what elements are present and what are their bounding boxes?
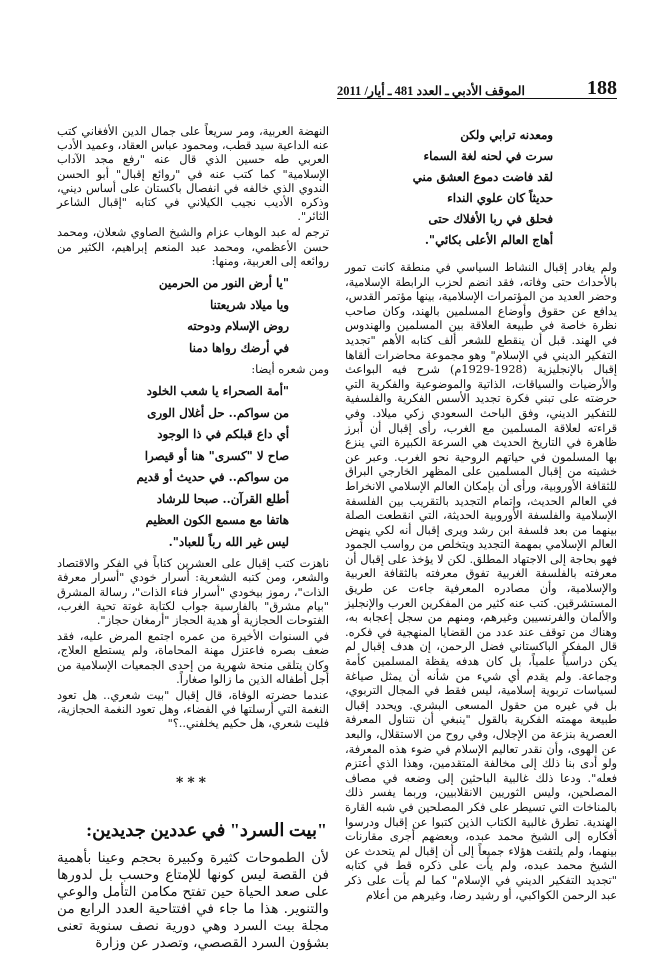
section-paragraph: لأن الطموحات كثيرة وكبيرة بحجم وعينا بأهمية فن القصة ليس كونها للإمتاع وحسب بل لدورها على صعد الحياة حين تفتح مكامن التأمل والوعي والتنوير. هذا ما جاء في افتتاحية العدد الرابع من مجلة بيت السرد وهي دورية نصف سنوية تعنى بشؤون السرد القصصي، وتصدر عن وزارة — [57, 849, 329, 951]
poem-line: أطلع القرآن.. صبحا للرشاد — [156, 491, 289, 506]
header-rule — [337, 98, 617, 99]
poem-line: حديثاً كان علوي النداء — [447, 191, 553, 205]
translators-paragraph: ترجم له عبد الوهاب عزام والشيخ الصاوي شعلان، ومحمد حسن الأعظمي، ومحمد عبد المنعم إبراهيم، الكثير من روائعه إلى العربية، ومنها: — [57, 226, 329, 268]
poem-line: أي داع قبلكم في ذا الوجود — [157, 427, 289, 442]
death-paragraph: عندما حضرته الوفاة، قال إقبال "بيت شعري.. هل تعود النغمة التي أرسلتها في الفضاء، وهل تعود النغمة الحجازية، فليت شعري، هل حكيم يخلفني..؟" — [57, 689, 329, 731]
poem-line: لقد فاضت دموع العشق مني — [412, 170, 553, 184]
poem-line: فحلق في ربا الأفلاك حتى — [428, 212, 553, 226]
poem-line: ومعدنه ترابي ولكن — [460, 128, 553, 142]
left-poem-b — [57, 381, 329, 553]
right-poem — [345, 125, 617, 251]
poem-line: سرت في لحنه لغة السماء — [423, 149, 553, 163]
section-title: "بيت السرد" في عددين جديدين: — [86, 819, 327, 840]
poem-line: "يا أرض النور من الحرمين — [158, 276, 289, 291]
works-paragraph: ناهزت كتب إقبال على العشرين كتاباً في الفكر والاقتصاد والشعر، ومن كتبه الشعرية: أسرار خودي "أسرار معرفة الذات"، رموز بيخودي "أسرار فناء الذات"، رسالة المشرق "بيام مشرق" بالفارسية جواب لكتابة غوتة تحية الغرب، الفتوحات الحجازية أو هدية الحجاز "أرمغان حجاز". — [57, 557, 329, 628]
left-poem-a — [57, 273, 329, 359]
body-paragraph: ولم يغادر إقبال النشاط السياسي في منطقة كانت تمور بالأحداث حتى وفاته، فقد انضم لحزب الرابطة الإسلامية، وحضر العديد من المؤتمرات الإسلامية، بينها مؤتمر القدس، يدافع عن حقوق وأوضاع المسلمين بالهند، وكان صاحب نظرة خاصة في طبيعة العلاقة بين المسلمين والهندوس في الهند. قبل أن ينقطع للشعر ألف كتابه الأهم "تجديد التفكير الديني في الإسلام" وهو مجموعة محاضرات ألقاها إقبال بالإنجليزية (1928-1929م) شرح فيه البواعث والأرضيات والسياقات، الذاتية والموضوعية والفكرية التي حرضته على تبني فكرة تجديد الأسس الفكرية والفلسفية للتفكير الديني، وفق الباحث السعودي زكي ميلاد. وفي قراءته لعلاقة المسلمين مع الغرب، رأى إقبال أن أبرز ظاهرة في التاريخ الحديث هي السرعة الكبيرة التي ينزع بها المسلمون في حياتهم الروحية نحو الغرب. وعبر عن خشيته من إقبال المسلمين على المظهر الخارجي البراق للثقافة الأوروبية، ورأى أن بإمكان العالم الإسلامي الانخراط في العالم الحديث، وإتمام التجديد بالتقريب بين الفلسفة الإسلامية والفلسفة الأوروبية الحديثة، التي انقطعت الصلة بينهما من بعد فلسفة ابن رشد ويرى إقبال أنه لكي ينهض العالم الإسلامي بمهمة التجديد ويتخلص من رواسب الجمود فهو بحاجة إلى الاجتهاد المطلق. لكن لا يؤخذ على إقبال أن معرفته بالفلسفة الغربية تفوق معرفته بالثقافة العربية والإسلامية، وأن مصادره المعرفية جاءت عن طريق المستشرقين. كتب عنه كثير من المفكرين العرب والإنجليز والألمان والفرنسيين وغيرهم، ومنهم من سجل إعجابه به، وهناك من توقف عند عدد من القضايا المنهجية في فكره. قال المفكر الباكستاني فضل الرحمن، إن هدف إقبال لم يكن دراسياً علمياً، بل كان هدفه يقظة المسلمين كأمة وجماعة. ولم يقدم أي شيء من شأنه أن يمثل صياغة لسياسات تربوية إسلامية، ليس فقط في المجال التربوي، بل في غيره من حقول المسعى البشري. ويحدد إقبال طبيعة مهمته الفكرية بالقول "ينبغي أن نتناول المعرفة العصرية بنزعة من الإجلال، وفي روح من الاستقلال، والبعد عن الهوى، وأن نقدر تعاليم الإسلام في ضوء هذه المعرفة، ولو أدى بنا ذلك إلى مخالفة المتقدمين، وهذا الذي أعتزم فعله". ودعا ذلك غالبية الباحثين إلى وضعه في مصاف المصلحين، وليس الثوريين الانقلابيين، وربما يفسر ذلك بالمناخات التي تسيطر على فكر المصلحين في شبه القارة الهندية. تطرق غالبية الكتاب الذين كتبوا عن إقبال ودرسوا أفكاره إلى الشيخ محمد عبده، وبعضهم أجرى مقارنات بينهما، ولم يلتفت هؤلاء جميعاً إلى أن إقبال لم يتحدث عن الشيخ محمد عبده، ولم يأت على ذكره قط في كتابه "تجديد التفكير الديني في الإسلام" كما لم يأت على ذكر عبد الرحمن الكواكبي، أو رشيد رضا، وغيرهم من أعلام — [345, 261, 617, 902]
also-label: ومن شعره أيضا: — [251, 363, 329, 377]
running-title: الموقف الأدبي ـ العدد 481 ـ أيار/ 2011 — [337, 84, 525, 98]
poem-line: من سواكم.. في حديث أو قديم — [136, 470, 289, 485]
section-separator: *** — [176, 774, 210, 791]
poem-line: "أمة الصحراء يا شعب الخلود — [146, 384, 289, 399]
poem-line: ليس غير الله رباً للعباد". — [168, 534, 289, 549]
poem-line: هاتفا مع مسمع الكون العظيم — [145, 513, 289, 528]
poem-line: روض الإسلام ودوحته — [187, 319, 289, 334]
right-column — [345, 125, 617, 905]
poem-line: أهاج العالم الأعلى بكائي". — [424, 233, 553, 247]
illness-paragraph: في السنوات الأخيرة من عمره اجتمع المرض عليه، فقد ضعف بصره فاعتزل مهنة المحاماة، ولم يستطع العلاج، وكان يتلقى منحة شهرية من إحدى الجمعيات الإسلامية من أجل أطفاله الذين ما زالوا صغاراً. — [57, 630, 329, 686]
page-header — [337, 68, 617, 98]
page-number: 188 — [587, 77, 617, 99]
poem-line: في أرضك رواها دمنا — [189, 340, 289, 355]
poem-line: من سواكم.. حل أغلال الورى — [147, 405, 289, 420]
left-column — [57, 125, 329, 954]
intro-paragraph: النهضة العربية، ومر سريعاً على جمال الدين الأفغاني كتب عنه الداعية سيد قطب، ومحمود عباس العقاد، وعميد الأدب العربي طه حسين الذي قال عنه "رفع مجد الآداب الإسلامية" كما كتب عنه في "روائع إقبال" أبو الحسن الندوي الذي خالفه في انفصال باكستان على أساس ديني، وذكره الأديب نجيب الكيلاني في كتابه "إقبال الشاعر الثائر". — [57, 125, 329, 224]
poem-line: ويا ميلاد شريعتنا — [209, 297, 289, 312]
poem-line: صاح لا "كسرى" هنا أو قيصرا — [144, 448, 289, 463]
